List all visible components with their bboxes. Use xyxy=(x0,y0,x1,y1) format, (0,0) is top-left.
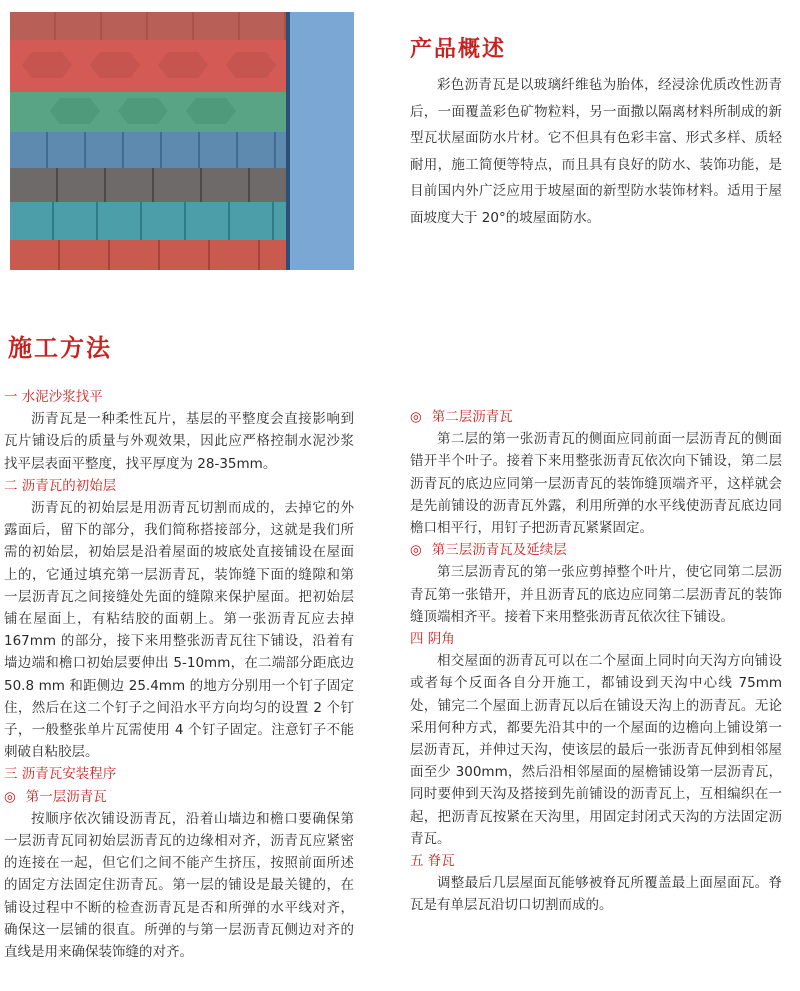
section-text: 沥青瓦是一种柔性瓦片，基层的平整度会直接影响到瓦片铺设后的质量与外观效果，因此应严格控制水泥沙浆找平层表面平整度，找平厚度为 28-35mm。 xyxy=(4,411,354,472)
bullet-icon: ◎ xyxy=(410,542,422,559)
subsection-heading xyxy=(410,539,782,561)
section-heading: 四 阴角 xyxy=(410,631,455,648)
subsection-heading xyxy=(410,406,782,428)
overview-title: 产品概述 xyxy=(410,36,507,62)
photo-blue-strip xyxy=(290,12,354,270)
subsection-label: 第一层沥青瓦 xyxy=(25,788,107,805)
shingle-tab xyxy=(118,98,168,124)
shingle-tab xyxy=(158,52,208,78)
shingle-row xyxy=(10,12,290,40)
method-title: 施工方法 xyxy=(8,333,112,362)
shingle-tab xyxy=(50,98,100,124)
overview-text: 彩色沥青瓦是以玻璃纤维毡为胎体，经浸涂优质改性沥青后，一面覆盖彩色矿物粒料，另一面撒以隔离材料所制成的新型瓦状屋面防水片材。它不但具有色彩丰富、形式多样、质轻耐用，施工简便等特点，而且具有良好的防水、装饰功能，是目前国内外广泛应用于坡屋面的新型防水装饰材料。适用于屋面坡度大于 20°的坡屋面防水。 xyxy=(410,77,782,226)
product-photo xyxy=(10,12,354,270)
shingle-tab xyxy=(186,98,236,124)
shingle-row xyxy=(10,202,290,240)
shingle-tab xyxy=(226,52,276,78)
section-heading: 一 水泥沙浆找平 xyxy=(4,389,103,405)
shingle-row xyxy=(10,168,290,202)
bullet-icon: ◎ xyxy=(410,409,422,425)
shingle-tab xyxy=(22,52,72,78)
shingle-row xyxy=(10,240,290,270)
section-text: 第三层沥青瓦的第一张应剪掉整个叶片，使它同第二层沥青瓦第一张错开，并且沥青瓦的底边应同第二层沥青瓦的装饰缝顶端相齐平。接着下来用整张沥青瓦依次往下铺设。 xyxy=(410,564,782,625)
section-text: 调整最后几层屋面瓦能够被脊瓦所覆盖最上面屋面瓦。脊瓦是有单层瓦沿切口切割而成的。 xyxy=(410,875,782,914)
shingle-row xyxy=(10,132,290,168)
subsection-label: 第二层沥青瓦 xyxy=(431,409,513,425)
section-text: 沥青瓦的初始层是用沥青瓦切割而成的，去掉它的外露面后，留下的部分，我们简称搭接部分，这就是我们所需的初始层，初始层是沿着屋面的坡底处直接铺设在屋面上的，它通过填充第一层沥青瓦，装饰缝下面的缝隙和第一层沥青瓦之间接缝处先面的缝隙来保护屋面。把初始层铺在屋面上，有粘结胶的面朝上。第一张沥青瓦应去掉 167mm 的部分，接下来用整张沥青瓦往下铺设，沿着有墙边端和檐口初始层要伸出 5-10mm，在二端部分距底边 50.8 mm 和距侧边 25.4mm 的地方分别用一个钉子固定住，然后在这二个钉子之间沿水平方向均匀的设置 2 个钉子，一般整张单片瓦需使用 4 个钉子固定。注意钉子不能刺破自粘胶层。 xyxy=(4,500,354,761)
subsection-label: 第三层沥青瓦及延续层 xyxy=(431,542,567,559)
section-heading: 五 脊瓦 xyxy=(410,853,455,870)
section-heading: 三 沥青瓦安装程序 xyxy=(4,766,117,783)
section-text: 相交屋面的沥青瓦可以在二个屋面上同时向天沟方向铺设或者每个反面各自分开施工，都铺设到天沟中心线 75mm 处，铺完二个屋面上沥青瓦以后在铺设天沟上的沥青瓦。无论采用何种方式，都要先沿其中的一个屋面的边檐向上铺设第一层沥青瓦，并伸过天沟，使该层的最后一张沥青瓦伸到相邻屋面至少 300mm，然后沿相邻屋面的屋檐铺设第一层沥青瓦，同时要伸到天沟及搭接到先前铺设的沥青瓦上，互相编织在一起，把沥青瓦按紧在天沟里，用固定封闭式天沟的方法固定沥青瓦。 xyxy=(410,653,782,847)
shingle-tab xyxy=(90,52,140,78)
subsection-heading xyxy=(4,786,354,808)
section-heading: 二 沥青瓦的初始层 xyxy=(4,477,117,494)
section-text: 第二层的第一张沥青瓦的侧面应同前面一层沥青瓦的侧面错开半个叶子。接着下来用整张沥青瓦依次向下铺设，第二层沥青瓦的底边应同第一层沥青瓦的装饰缝顶端齐平，这样就会是先前铺设的沥青瓦外露，利用所弹的水平线使沥青瓦底边同檐口相平行，用钉子把沥青瓦紧紧固定。 xyxy=(410,431,782,537)
section-text: 按顺序依次铺设沥青瓦，沿着山墙边和檐口要确保第一层沥青瓦同初始层沥青瓦的边缘相对齐，沥青瓦应紧密的连接在一起，但它们之间不能产生挤压，按照前面所述的固定方法固定住沥青瓦。第一层的铺设是最关键的，在铺设过程中不断的检查沥青瓦是否和所弹的水平线对齐，确保这一层铺的很直。所弹的与第一层沥青瓦侧边对齐的直线是用来确保装饰缝的对齐。 xyxy=(4,810,354,961)
method-left-column xyxy=(4,386,354,963)
method-right-column xyxy=(410,406,782,917)
bullet-icon: ◎ xyxy=(4,788,16,805)
